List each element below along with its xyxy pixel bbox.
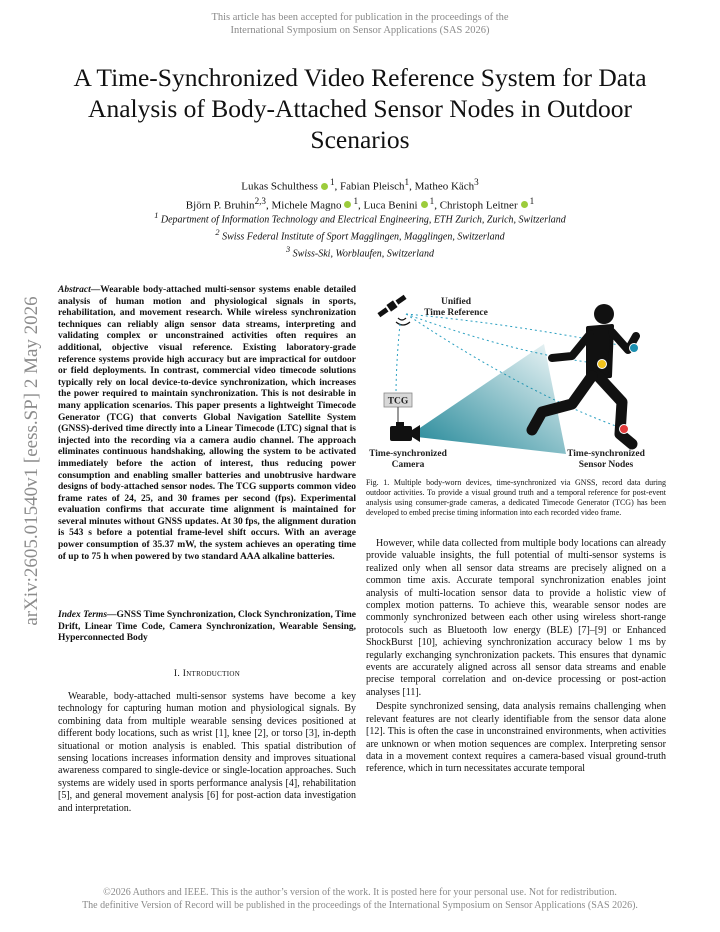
orcid-icon[interactable] [344,201,351,208]
column-two-text [366,538,666,778]
figure-label-tcg: TCG [387,396,409,407]
signal-waves-icon [396,318,410,325]
affiliation-text: Swiss Federal Institute of Sport Magglingen, Magglingen, Switzerland [222,231,505,243]
intro-paragraph [58,691,356,815]
notice-line: This article has been accepted for publication in the proceedings of the [211,12,509,23]
index-terms-label: Index Terms [58,610,108,620]
author-name: Lukas Schulthess [241,180,318,193]
footer-line: ©2026 Authors and IEEE. This is the author’s version of the work. It is posted here for your personal use. Not for redistribution. [103,887,617,898]
affiliation-text: Department of Information Technology and Electrical Engineering, ETH Zurich, Zurich, Switzerland [160,214,566,226]
author-sup: 1 [429,195,435,206]
author-sup: 1 [404,177,410,187]
author-list [40,175,680,212]
affiliation-line [40,227,680,244]
affiliation-sup: 2 [215,227,220,237]
author-name: Fabian Pleisch [340,180,405,193]
satellite-icon [377,294,408,319]
section-heading: I. Introduction [173,669,241,679]
affiliation-sup: 1 [154,211,159,220]
acceptance-notice [0,11,720,37]
arxiv-identifier[interactable]: arXiv:2605.01540v1 [eess.SP] 2 May 2026 [21,296,42,626]
abstract-text: —Wearable body-attached multi-sensor systems enable detailed analysis of human motion and physiological signals in sports, rehabilitation, and movement research. While wireless synchronization techniques can reliably align sensor data streams, interpreting and validating complex or unconstrained activities often requires an additional, objective visual reference. Existing laboratory-grade reference systems provide high accuracy but are impractical for outdoor or field deployments. In contrast, commercial video timecode solutions typically rely on local device-to-device synchronization, which increases the power required to maintain synchronization. This is not desirable in many application scenarios. This paper presents a lightweight Timecode Generator (TCG) that converts Global Navigation Satellite System (GNSS)-derived time directly into a Linear Timecode (LTC) signal that is injected into the recording via a camera audio channel. The approach eliminates continuous handshaking, allowing the system to be activated immediately before the action of interest, thus reducing power consumption and enabling smaller batteries and unobtrusive hardware designs of body-attached sensor nodes. The TCG supports common video frame rates of 24, 25, and 30 frames per second (fps). Experimental evaluation confirms that accurate time alignment is maintained for several minutes without GNSS updates. At 30 fps, the alignment duration is 543 s before a potential frame-level shift occurs. With an average power consumption of 35.37 mW, the system achieves an operating time of up to 75 h when powered by two standard AAA alkaline batteries. [58,285,356,562]
sensor-node-ankle [620,425,629,434]
author-name: Björn P. Bruhin [185,199,255,212]
affiliation-line [40,210,680,227]
author-name: Michele Magno [271,199,342,212]
author-line-2: Björn P. Bruhin$^{2,3}$, Michele Magno $^1$, Luca Benini $^1$, Christoph Leitner $^1$ [185,195,535,212]
orcid-icon[interactable] [421,201,428,208]
footer-line: The definitive Version of Record will be published in the proceedings of the International Symposium on Sensor Applications (SAS 2026). [82,899,638,911]
author-sup: 2,3 [254,195,267,206]
affiliation-sup: 3 [286,244,291,254]
author-sup: 1 [353,195,359,206]
camera-icon [390,422,420,442]
sensor-node-torso [598,360,607,369]
affiliations [40,210,680,260]
figure-label-camera-1: Time-synchronized [369,449,447,459]
figure-label-time-reference: Time Reference [424,308,488,318]
author-sup: 1 [329,177,335,187]
index-terms [58,610,356,645]
author-name: Matheo Käch [414,180,475,193]
notice-line: International Symposium on Sensor Applications (SAS 2026) [230,25,490,36]
author-name: Luca Benini [363,199,418,212]
orcid-icon[interactable] [321,183,328,190]
figure-1 [366,284,666,474]
figure-label-camera-2: Camera [391,460,425,470]
paper-title: A Time-Synchronized Video Reference System for Data Analysis of Body-Attached Sensor Nodes in Outdoor Scenarios [73,63,647,154]
figure-caption: Fig. 1. Multiple body-worn devices, time-synchronized via GNSS, record data during outdoor activities. To provide a visual ground truth and a temporal reference for post-event analysis using consumer-grade cameras, a dedicated Timecode Generator (TCG) has been developed to embed precise timing information into each recorded video frame. [366,478,666,517]
intro-text: Wearable, body-attached multi-sensor systems have become a key technology for capturing human motion and physiological signals. By combining data from multiple wearable sensing devices positioned at different body locations, such as wrist [1], knee [2], or torso [3], in-depth situational or motion analysis is enabled. This spatial distribution of sensing locations increases information density and improves situational awareness compared to single-device or single-location approaches. Such systems are widely used in sports performance analysis [4], rehabilitation [5], and general movement analysis [6] for post-action data investigation and interpretation. [58,691,356,814]
author-line-1: Lukas Schulthess $^1$, Fabian Pleisch$^1$, Matheo Käch$^3$ [241,177,479,193]
index-terms-text: —GNSS Time Synchronization, Clock Synchronization, Time Drift, Linear Time Code, Camera Synchronization, Wearable Sensing, Hyperconnected Body [58,610,356,644]
affiliation-text: Swiss-Ski, Worblaufen, Switzerland [292,247,434,259]
orcid-icon[interactable] [521,201,528,208]
body-paragraph: However, while data collected from multiple body locations can already provide valuable insights, the full potential of multi-sensor systems is realized only when all sensor data streams are precisely aligned on a common time axis. Accurate temporal synchronization enables joint analysis of multi-location sensor data to provide a holistic view of complex motion patterns. To achieve this, wearable sensor nodes are commonly synchronized between each other using wireless short-range protocols such as Bluetooth low energy (BLE) [7]–[9] or Enhanced ShockBurst [10], achieving synchronization accuracy below 1 ms by regularly exchanging synchronization packets. This ensures that dynamic events are accurately aligned across all sensor data streams and enable precise temporal correlation and on-device processing or post-action analyses [11]. [366,538,666,698]
copyright-footer [0,887,720,912]
figure-label-nodes-1: Time-synchronized [567,449,645,459]
abstract-label: Abstract [58,285,91,295]
author-name: Christoph Leitner [439,199,518,212]
sensor-node-wrist [630,344,639,353]
abstract [58,285,356,563]
affiliation-line [40,244,680,261]
camera-view-beam [408,344,566,454]
author-sup: 1 [529,195,535,206]
figure-label-unified: Unified [440,297,472,307]
figure-label-nodes-2: Sensor Nodes [578,460,634,470]
author-sup: 3 [474,177,479,187]
body-paragraph: Despite synchronized sensing, data analysis remains challenging when relevant features are not clearly identifiable from the sensor data alone [12]. This is often the case in unconstrained environments, when activities are unknown or when motion sequences are complex. Interpreting sensor data in a movement context requires a camera-based visual ground-truth reference, which in turn necessitates accurate temporal [366,701,666,775]
